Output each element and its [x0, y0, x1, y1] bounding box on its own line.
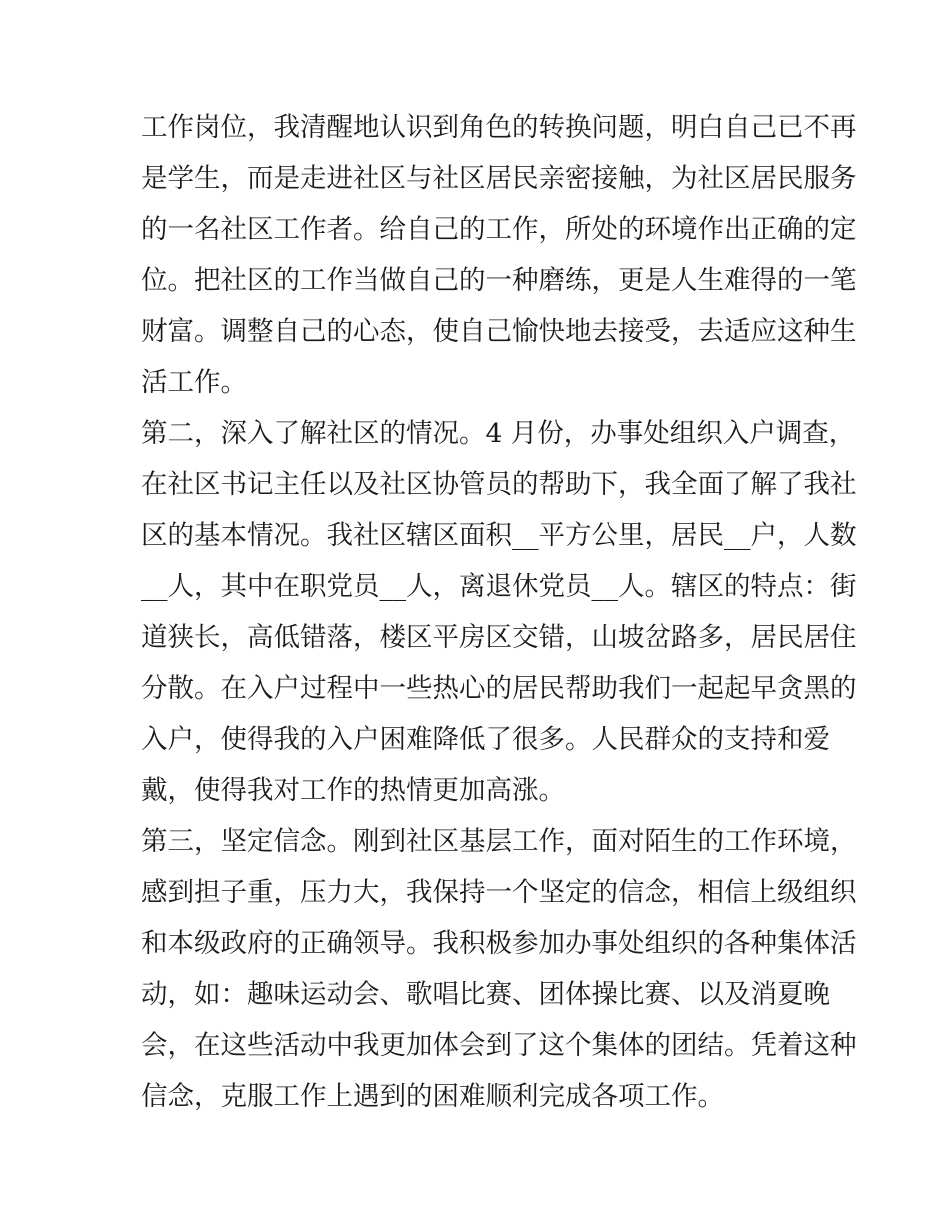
text-line: 第三，坚定信念。刚到社区基层工作，面对陌生的工作环境，: [141, 826, 857, 857]
text-line: 戴，使得我对工作的热情更加高涨。: [141, 775, 565, 806]
text-line: 道狭长，高低错落，楼区平房区交错，山坡岔路多，居民居住: [141, 622, 857, 653]
text-line: 会，在这些活动中我更加体会到了这个集体的团结。凭着这种: [141, 1030, 857, 1061]
text-line: 位。把社区的工作当做自己的一种磨练，更是人生难得的一笔: [141, 265, 857, 296]
text-line: 是学生，而是走进社区与社区居民亲密接触，为社区居民服务: [141, 163, 857, 194]
text-line: 第二，深入了解社区的情况。4 月份，办事处组织入户调查，: [141, 418, 856, 449]
text-line: 的一名社区工作者。给自己的工作，所处的环境作出正确的定: [141, 214, 857, 245]
text-line: 分散。在入户过程中一些热心的居民帮助我们一起起早贪黑的: [141, 673, 857, 704]
text-line: 财富。调整自己的心态，使自己愉快地去接受，去适应这种生: [141, 316, 857, 347]
text-line: 信念，克服工作上遇到的困难顺利完成各项工作。: [141, 1081, 724, 1112]
text-line: 活工作。: [141, 367, 247, 398]
text-line: 和本级政府的正确领导。我积极参加办事处组织的各种集体活: [141, 928, 857, 959]
text-line: 工作岗位，我清醒地认识到角色的转换问题，明白自己已不再: [141, 112, 857, 143]
text-line: 在社区书记主任以及社区协管员的帮助下，我全面了解了我社: [141, 469, 857, 500]
text-line: __人，其中在职党员__人，离退休党员__人。辖区的特点：街: [141, 571, 857, 602]
text-line: 入户，使得我的入户困难降低了很多。人民群众的支持和爱: [141, 724, 830, 755]
text-line: 区的基本情况。我社区辖区面积__平方公里，居民__户，人数: [141, 520, 857, 551]
body-text: [141, 102, 857, 1122]
text-line: 动，如：趣味运动会、歌唱比赛、团体操比赛、以及消夏晚: [141, 979, 830, 1010]
text-line: 感到担子重，压力大，我保持一个坚定的信念，相信上级组织: [141, 877, 857, 908]
